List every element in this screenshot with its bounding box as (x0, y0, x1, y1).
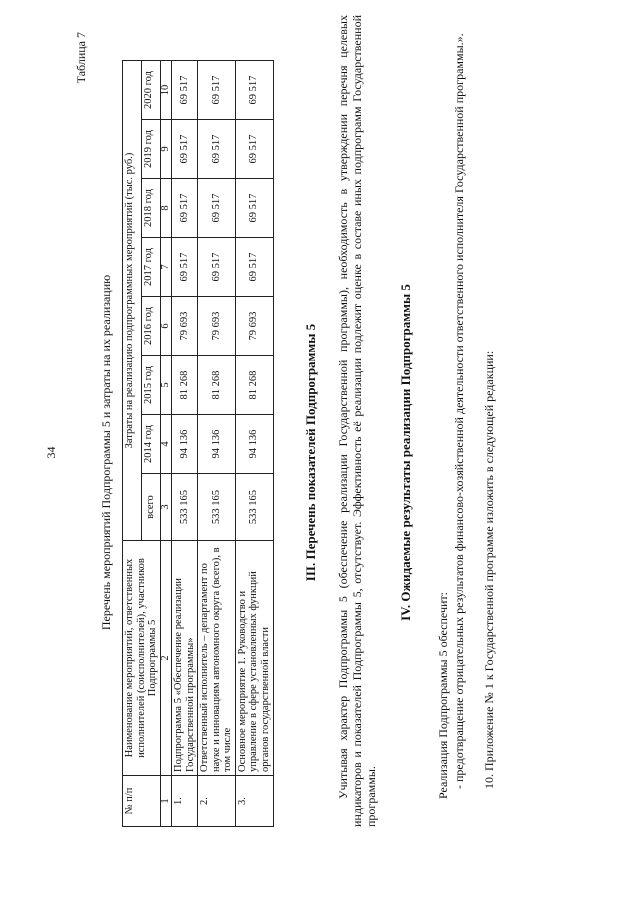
row-name: Ответственный исполнитель – департамент по науке и инновациям автономного округа (всего), в том числе (198, 541, 236, 776)
row-total: 533 165 (198, 474, 236, 541)
header-year: 2018 год (141, 179, 160, 238)
header-cost-group: Затраты на реализацию подпрограммных мероприятий (тыс. руб.) (123, 61, 142, 541)
row-value: 81 268 (198, 356, 236, 415)
row-number: 1. (172, 776, 198, 827)
row-value: 94 136 (198, 415, 236, 474)
row-value: 69 517 (235, 238, 273, 297)
header-year: 2015 год (141, 356, 160, 415)
header-year: 2020 год (141, 61, 160, 120)
header-total: всего (141, 474, 160, 541)
table-header-row (123, 61, 142, 827)
header-year: 2014 год (141, 415, 160, 474)
header-no: № п/п (123, 776, 161, 827)
section-4-intro: Реализация Подпрограммы 5 обеспечит: (436, 592, 450, 799)
row-value: 69 517 (198, 179, 236, 238)
column-index: 8 (160, 179, 172, 238)
column-index: 3 (160, 474, 172, 541)
table-row (172, 61, 198, 827)
row-value: 79 693 (235, 297, 273, 356)
table-row (198, 61, 236, 827)
section-4-heading: IV. Ожидаемые результаты реализации Подпрограммы 5 (398, 284, 413, 621)
column-index: 7 (160, 238, 172, 297)
column-index: 5 (160, 356, 172, 415)
row-value: 94 136 (172, 415, 198, 474)
page-number: 34 (44, 446, 58, 459)
column-index: 9 (160, 120, 172, 179)
row-value: 69 517 (235, 179, 273, 238)
row-value: 69 517 (172, 238, 198, 297)
row-total: 533 165 (172, 474, 198, 541)
column-index: 2 (160, 541, 172, 776)
row-value: 69 517 (172, 179, 198, 238)
table-title: Перечень мероприятий Подпрограммы 5 и затраты на их реализацию (99, 274, 113, 631)
column-index: 1 (160, 776, 172, 827)
column-index: 6 (160, 297, 172, 356)
table-caption: Таблица 7 (74, 32, 88, 84)
header-name: Наименование мероприятий, ответственных исполнителей (соисполнителей), участников Подпрограммы 5 (123, 541, 161, 776)
row-value: 69 517 (198, 120, 236, 179)
row-number: 3. (235, 776, 273, 827)
row-value: 94 136 (235, 415, 273, 474)
row-value: 69 517 (198, 238, 236, 297)
row-value: 79 693 (172, 297, 198, 356)
header-year: 2017 год (141, 238, 160, 297)
row-value: 69 517 (235, 120, 273, 179)
row-name: Подпрограмма 5 «Обеспечение реализации Государственной программы» (172, 541, 198, 776)
column-index: 10 (160, 61, 172, 120)
section-4-bullet: - предотвращение отрицательных результатов финансово-хозяйственной деятельности ответственного исполнителя Государственной программы.». (452, 33, 466, 789)
row-value: 69 517 (235, 61, 273, 120)
row-value: 79 693 (198, 297, 236, 356)
row-value: 81 268 (172, 356, 198, 415)
row-name: Основное мероприятие 1. Руководство и управление в сфере установленных функций органов государственной власти (235, 541, 273, 776)
row-value: 81 268 (235, 356, 273, 415)
row-value: 69 517 (198, 61, 236, 120)
header-year: 2019 год (141, 120, 160, 179)
row-value: 69 517 (172, 120, 198, 179)
row-total: 533 165 (235, 474, 273, 541)
costs-table (122, 60, 274, 827)
row-value: 69 517 (172, 61, 198, 120)
column-index: 4 (160, 415, 172, 474)
section-3-paragraph: Учитывая характер Подпрограммы 5 (обеспечение реализации Государственной программы), необходимость в утверждении перечня целевых индикаторов и показателей Подпрограммы 5, отсутствует. Эффективность её реализации подлежит оценке в составе иных подпрограмм Государственной программы. (336, 15, 378, 827)
column-index-row (160, 61, 172, 827)
row-number: 2. (198, 776, 236, 827)
item-10: 10. Приложение № 1 к Государственной программе изложить в следующей редакции: (482, 350, 496, 789)
section-3-heading: III. Перечень показателей Подпрограммы 5 (303, 323, 318, 582)
table-row (235, 61, 273, 827)
header-year: 2016 год (141, 297, 160, 356)
